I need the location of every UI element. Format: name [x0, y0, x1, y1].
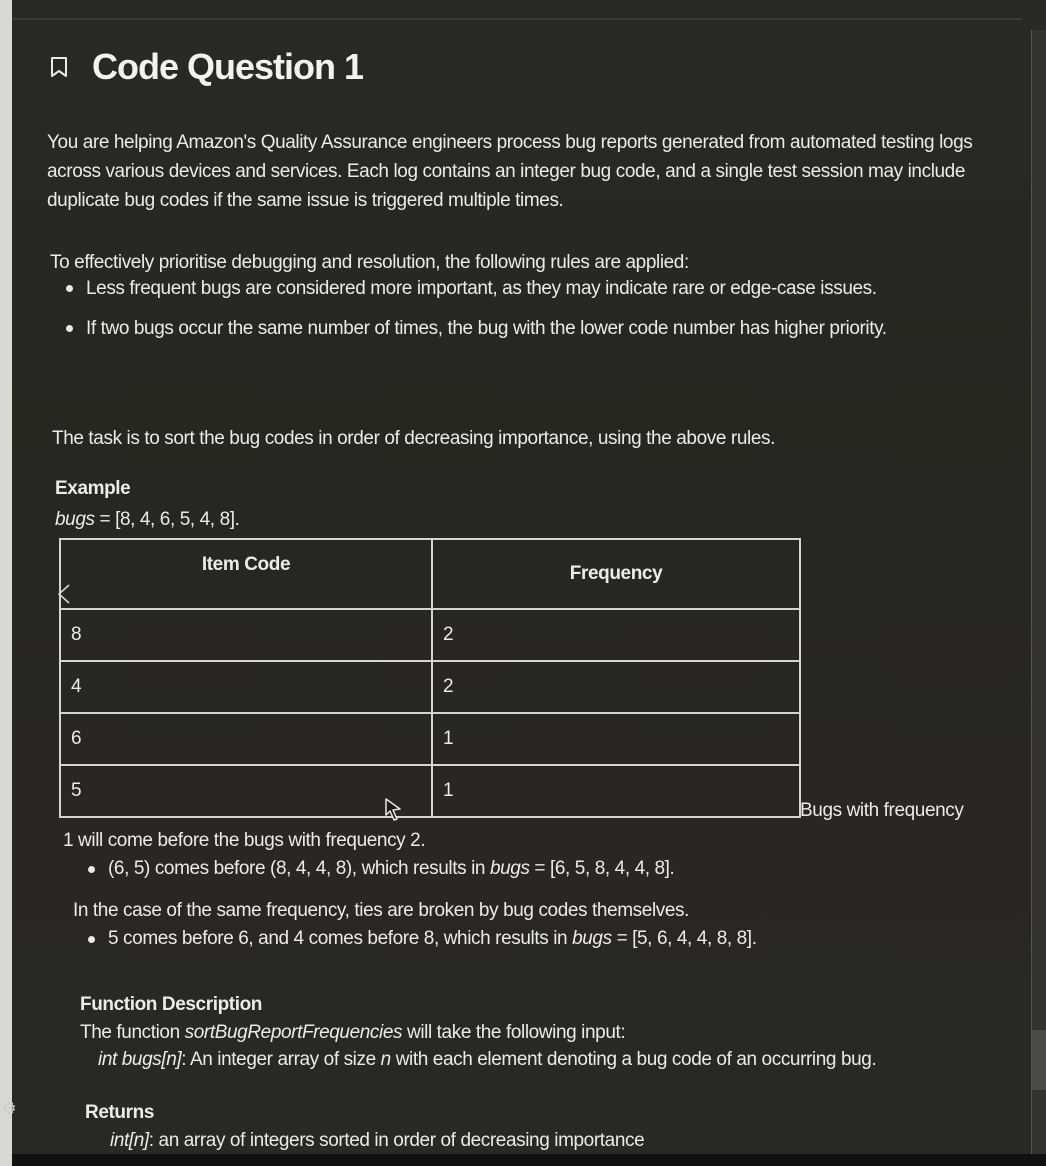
returns-heading: Returns — [85, 1102, 154, 1123]
rule-item: If two bugs occur the same number of times, the bug with the lower code number has higher priority. — [64, 316, 1004, 341]
table-row — [60, 609, 800, 661]
explanation-list-1 — [86, 858, 674, 880]
cell-code: 8 — [60, 609, 432, 661]
cell-code: 5 — [60, 765, 432, 817]
bugs-variable: bugs — [572, 928, 612, 949]
header-item-code: Item Code — [60, 539, 432, 609]
function-name: sortBugReportFrequencies — [184, 1022, 403, 1043]
table-trailing-text: Bugs with frequency — [800, 800, 964, 821]
bookmark-icon[interactable] — [48, 56, 70, 78]
cell-frequency: 2 — [432, 609, 800, 661]
function-description-heading: Function Description — [80, 994, 263, 1015]
cell-frequency: 1 — [432, 765, 800, 817]
explanation-bullet — [86, 858, 674, 880]
rules-intro: To effectively prioritise debugging and resolution, the following rules are applied: — [50, 252, 689, 273]
table-row — [60, 765, 800, 817]
function-parameter — [98, 1049, 876, 1071]
example-heading: Example — [55, 478, 131, 499]
cell-frequency: 2 — [432, 661, 800, 713]
bullet-text: (6, 5) comes before (8, 4, 4, 8), which results in — [108, 858, 490, 879]
bullet-value: = [5, 6, 4, 4, 8, 8]. — [611, 928, 757, 949]
example-bugs — [55, 509, 240, 531]
bullet-text: 5 comes before 6, and 4 comes before 8, which results in — [108, 928, 573, 949]
function-description-text — [80, 1022, 625, 1044]
left-rail — [0, 0, 12, 1166]
explanation-line-1: 1 will come before the bugs with frequency 2. — [63, 830, 426, 851]
return-desc: : an array of integers sorted in order of decreasing importance — [148, 1130, 645, 1151]
fd-text-pre: The function — [80, 1022, 185, 1043]
title-row — [48, 46, 363, 88]
top-divider — [12, 18, 1022, 20]
problem-intro: You are helping Amazon's Quality Assurance engineers process bug reports generated from automated testing logs across various devices and services. Each log contains an integer bug code, and a single test session may include duplicate bug codes if the same issue is triggered multiple times. — [47, 132, 973, 211]
param-desc-pre: : An integer array of size — [181, 1049, 381, 1070]
chevron-left-icon[interactable] — [56, 583, 72, 605]
task-statement: The task is to sort the bug codes in order of decreasing importance, using the above rules. — [52, 428, 775, 449]
bugs-value: = [8, 4, 6, 5, 4, 8]. — [94, 509, 240, 530]
right-panel-handle[interactable] — [1032, 1030, 1046, 1090]
return-type: int[n] — [110, 1130, 149, 1151]
right-panel-edge[interactable] — [1031, 30, 1046, 1166]
param-name: int bugs[n] — [98, 1049, 182, 1070]
header-frequency: Frequency — [432, 539, 800, 609]
page-title: Code Question 1 — [92, 46, 364, 87]
cell-frequency: 1 — [432, 713, 800, 765]
fd-text-post: will take the following input: — [402, 1022, 626, 1043]
mouse-cursor-icon — [383, 797, 403, 823]
cell-code: 4 — [60, 661, 432, 713]
rules-list — [64, 276, 1004, 356]
cell-code: 6 — [60, 713, 432, 765]
rule-item: Less frequent bugs are considered more important, as they may indicate rare or edge-case issues. — [64, 276, 1004, 301]
returns-text — [110, 1130, 644, 1152]
explanation-bullet — [86, 928, 757, 950]
frequency-table — [59, 538, 801, 818]
param-desc-post: with each element denoting a bug code of an occurring bug. — [390, 1049, 877, 1070]
bullet-value: = [6, 5, 8, 4, 4, 8]. — [529, 858, 675, 879]
param-n: n — [380, 1049, 391, 1070]
explanation-list-2 — [86, 928, 757, 950]
table-row — [60, 661, 800, 713]
bottom-bar — [12, 1154, 1046, 1166]
bugs-variable: bugs — [489, 858, 530, 879]
explanation-line-2: In the case of the same frequency, ties are broken by bug codes themselves. — [73, 900, 690, 921]
table-header-row — [60, 539, 800, 609]
bugs-variable: bugs — [55, 509, 95, 530]
gear-icon[interactable]: ⚙ — [1, 1099, 17, 1118]
table-row — [60, 713, 800, 765]
